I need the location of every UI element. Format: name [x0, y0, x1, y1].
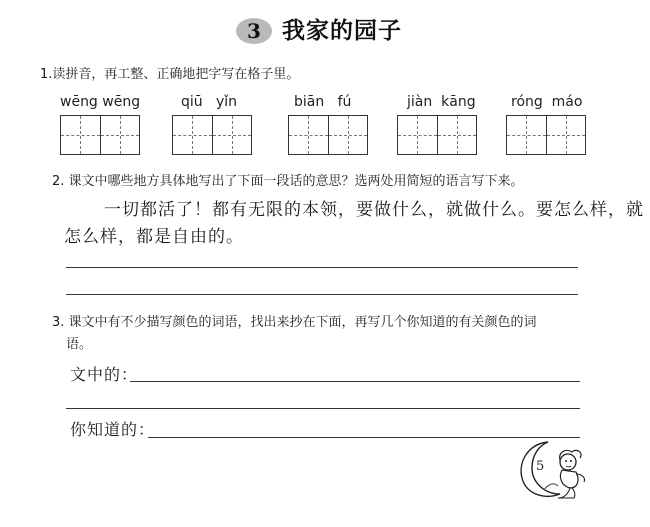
lesson-header	[0, 14, 650, 48]
answer-line[interactable]	[130, 381, 580, 382]
writing-cell[interactable]	[212, 116, 251, 154]
writing-grid-2[interactable]	[172, 115, 252, 155]
pinyin-5: róng máo	[511, 94, 583, 110]
writing-cell[interactable]	[398, 116, 437, 154]
quoted-passage-line-2: 怎么样，都是自由的。	[64, 227, 244, 247]
writing-cell[interactable]	[289, 116, 328, 154]
writing-cell[interactable]	[437, 116, 476, 154]
writing-cell[interactable]	[100, 116, 139, 154]
lesson-number-badge: 3	[236, 18, 272, 44]
pinyin-4: jiàn kāng	[407, 94, 476, 110]
question-2-text: 2. 课文中哪些地方具体地写出了下面一段话的意思？选两处用简短的语言写下来。	[52, 174, 524, 189]
question-3-text-line-2: 语。	[66, 337, 93, 352]
writing-cell[interactable]	[546, 116, 585, 154]
answer-line[interactable]	[66, 408, 580, 409]
prompt-you-know: 你知道的：	[70, 420, 156, 439]
question-3-text-line-1: 3. 课文中有不少描写颜色的词语，找出来抄在下面，再写几个你知道的有关颜色的词	[52, 315, 537, 330]
pinyin-1: wēng wēng	[60, 94, 141, 110]
writing-cell[interactable]	[328, 116, 367, 154]
writing-cell[interactable]	[61, 116, 100, 154]
writing-cell[interactable]	[507, 116, 546, 154]
question-1-text: 1.读拼音，再工整、正确地把字写在格子里。	[40, 67, 300, 82]
pinyin-2: qiū yǐn	[181, 94, 238, 110]
answer-line[interactable]	[66, 267, 578, 268]
writing-grid-1[interactable]	[60, 115, 140, 155]
page-title: 我家的园子	[282, 17, 402, 44]
page-number-moon-illustration	[514, 438, 590, 502]
page-number: 5	[536, 459, 545, 474]
pinyin-3: biān fú	[294, 94, 352, 110]
writing-grid-5[interactable]	[506, 115, 586, 155]
writing-cell[interactable]	[173, 116, 212, 154]
quoted-passage-line-1: 一切都活了！都有无限的本领，要做什么，就做什么。要怎么样，就	[104, 200, 644, 220]
prompt-from-text: 文中的：	[70, 365, 139, 384]
writing-grid-4[interactable]	[397, 115, 477, 155]
writing-grid-3[interactable]	[288, 115, 368, 155]
answer-line[interactable]	[66, 294, 578, 295]
